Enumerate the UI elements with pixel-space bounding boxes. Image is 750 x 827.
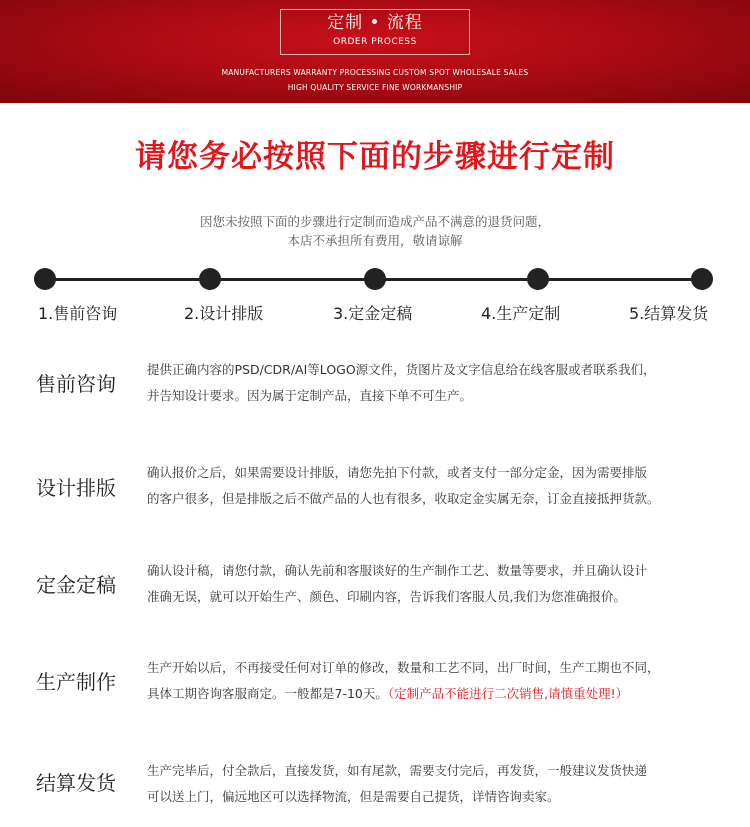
banner-subtitle: ORDER PROCESS bbox=[333, 37, 417, 47]
timeline-dot bbox=[199, 268, 221, 290]
section-text-line: 确认设计稿，请您付款，确认先前和客服谈好的生产制作工艺、数量等要求，并且确认设计 bbox=[147, 563, 648, 578]
section-text-line: 准确无误，就可以开始生产、颜色、印刷内容，告诉我们客服人员,我们为您准确报价。 bbox=[147, 589, 626, 604]
step-label-2: 2.设计排版 bbox=[184, 304, 264, 323]
section-title-design: 设计排版 bbox=[36, 476, 116, 500]
banner-title-box bbox=[280, 9, 470, 55]
section-text-line: 可以送上门，偏远地区可以选择物流，但是需要自己提货，详情咨询卖家。 bbox=[147, 789, 560, 804]
page-headline: 请您务必按照下面的步骤进行定制 bbox=[135, 139, 615, 175]
section-text-line: 提供正确内容的PSD/CDR/AI等LOGO源文件，货图片及文字信息给在线客服或者联系我们， bbox=[147, 362, 656, 377]
section-text-line: 并告知设计要求。因为属于定制产品，直接下单不可生产。 bbox=[147, 388, 473, 403]
section-text-deposit bbox=[147, 558, 722, 610]
timeline-dot bbox=[527, 268, 549, 290]
step-label-4: 4.生产定制 bbox=[481, 304, 561, 323]
section-text-production bbox=[147, 655, 722, 707]
banner-tagline-2: HIGH QUALITY SERVICE FINE WORKMANSHIP bbox=[287, 83, 463, 92]
header-banner bbox=[0, 0, 750, 103]
notice-line-2: 本店不承担所有费用，敬请谅解 bbox=[287, 233, 463, 248]
section-text-line: 生产开始以后，不再接受任何对订单的修改，数量和工艺不同，出厂时间，生产工期也不同， bbox=[147, 660, 660, 675]
step-label-3: 3.定金定稿 bbox=[333, 304, 413, 323]
section-title-production: 生产制作 bbox=[36, 670, 116, 694]
section-text-line bbox=[147, 681, 722, 707]
timeline-dot bbox=[364, 268, 386, 290]
section-text-design bbox=[147, 460, 722, 512]
step-label-1: 1.售前咨询 bbox=[38, 304, 118, 323]
section-text-line: 生产完毕后，付全款后，直接发货，如有尾款，需要支付完后，再发货，一般建议发货快递 bbox=[147, 763, 648, 778]
step-label-5: 5.结算发货 bbox=[629, 304, 709, 323]
banner-tagline-1: MANUFACTURERS WARRANTY PROCESSING CUSTOM SPOT WHOLESALE SALES bbox=[221, 68, 529, 77]
notice-line-1: 因您未按照下面的步骤进行定制而造成产品不满意的退货问题， bbox=[199, 214, 550, 229]
section-text-settlement bbox=[147, 758, 722, 810]
section-title-consult: 售前咨询 bbox=[36, 372, 116, 396]
timeline-dot bbox=[34, 268, 56, 290]
section-text-line: 确认报价之后，如果需要设计排版，请您先拍下付款，或者支付一部分定金，因为需要排版 bbox=[147, 465, 648, 480]
section-text-line: 具体工期咨询客服商定。一般都是7-10天。 bbox=[147, 686, 388, 701]
section-title-settlement: 结算发货 bbox=[36, 771, 116, 795]
section-text-consult bbox=[147, 357, 722, 409]
banner-title: 定制 • 流程 bbox=[327, 13, 423, 33]
section-title-deposit: 定金定稿 bbox=[36, 573, 116, 597]
section-text-line: 的客户很多，但是排版之后不做产品的人也有很多，收取定金实属无奈，订金直接抵押货款。 bbox=[147, 491, 660, 506]
timeline-dot bbox=[691, 268, 713, 290]
warning-text: （定制产品不能进行二次销售,请慎重处理!） bbox=[387, 686, 629, 701]
